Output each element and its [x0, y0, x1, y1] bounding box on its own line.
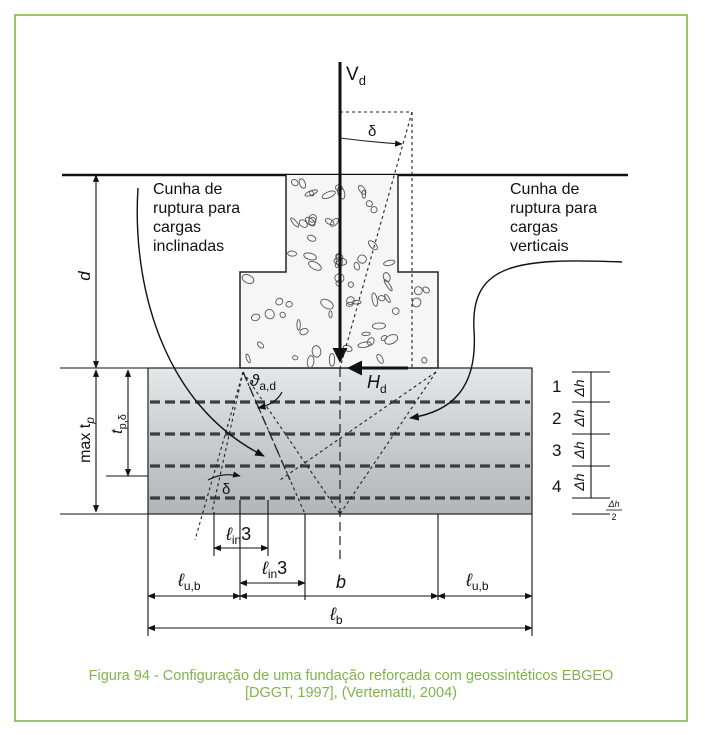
- wedge-vertical-label: [510, 181, 602, 255]
- d-label: d: [75, 271, 94, 281]
- delta-low-label: δ: [222, 481, 231, 498]
- caption-line-1: Figura 94 - Configuração de uma fundação reforçada com geossintéticos EBGEO: [88, 668, 614, 684]
- tpd-label: $t_{p,\delta}$: [109, 414, 129, 434]
- lub-left-label: ℓ$_{u,b}$: [178, 570, 201, 593]
- b-label: b: [336, 572, 347, 592]
- svg-text:2: 2: [611, 512, 617, 522]
- wedge-inclined-line-2: ruptura para: [153, 200, 241, 217]
- lin3-upper-label: ℓ$_{in}$3: [226, 524, 252, 547]
- wedge-inclined-line-3: cargas: [153, 219, 202, 236]
- wedge-inclined-line-4: inclinadas: [153, 238, 225, 255]
- layer-number-1: 1: [552, 377, 562, 396]
- wedge-vertical-line-4: verticais: [510, 238, 569, 255]
- vd-label: $V_d$: [346, 64, 366, 88]
- wedge-vertical-line-1: Cunha de: [510, 181, 580, 198]
- layer-number-4: 4: [552, 477, 562, 496]
- dh-label-2: Δh: [571, 409, 587, 427]
- wedge-inclined-label: [153, 181, 245, 255]
- lin3-lower-label: ℓ$_{in}$3: [262, 558, 288, 581]
- wedge-inclined-line-1: Cunha de: [153, 181, 223, 198]
- caption-line-2: [DGGT, 1997], (Vertematti, 2004): [245, 685, 457, 701]
- theta-label: $ϑ_{a,d}$: [250, 371, 277, 393]
- dh-label-1: Δh: [571, 379, 587, 397]
- wedge-vertical-line-2: ruptura para: [510, 200, 598, 217]
- max-tp-label: $\max t_p$: [77, 417, 97, 463]
- layer-number-2: 2: [552, 409, 562, 428]
- delta-top-label: δ: [368, 123, 377, 140]
- dh-label-4: Δh: [571, 473, 587, 491]
- svg-text:Δh: Δh: [608, 499, 620, 509]
- dh-half-fraction: [606, 499, 622, 522]
- figure-caption: [14, 668, 688, 702]
- lub-right-label: ℓ$_{u,b}$: [466, 570, 489, 593]
- wedge-vertical-line-3: cargas: [510, 219, 559, 236]
- dh-label-3: Δh: [571, 441, 587, 459]
- lb-label: ℓ$_b$: [330, 604, 343, 627]
- hd-label: $H_d$: [367, 372, 387, 396]
- left-dimensions: [60, 175, 148, 514]
- layer-number-3: 3: [552, 441, 562, 460]
